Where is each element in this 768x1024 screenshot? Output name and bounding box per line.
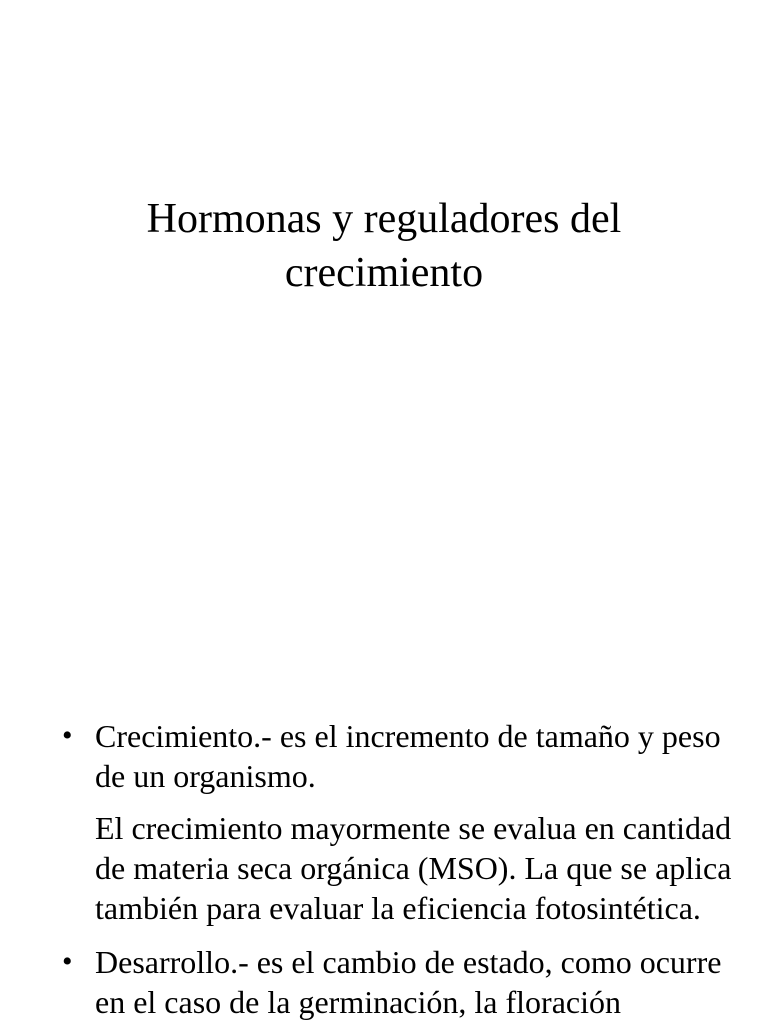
slide-title-line-1: Hormonas y reguladores del <box>146 196 622 242</box>
bullet-text: Crecimiento.- es el incremento de tamaño y peso de un organismo. <box>95 718 721 794</box>
slide-title <box>0 192 768 300</box>
bullet-dot-icon: • <box>62 719 73 752</box>
bullet-item-crecimiento <box>0 716 768 928</box>
bullet-item-desarrollo <box>0 942 768 1022</box>
bullet-dot-icon: • <box>62 945 73 978</box>
slide-title-line-2: crecimiento <box>284 250 484 296</box>
bullet-continuation-text: El crecimiento mayormente se evalua en cantidad de materia seca orgánica (MSO). La que se aplica también para evaluar la eficiencia fotosintética. <box>95 810 732 926</box>
bullet-list <box>0 716 768 1022</box>
bullet-text: Desarrollo.- es el cambio de estado, como ocurre en el caso de la germinación, la floración <box>95 944 722 1020</box>
